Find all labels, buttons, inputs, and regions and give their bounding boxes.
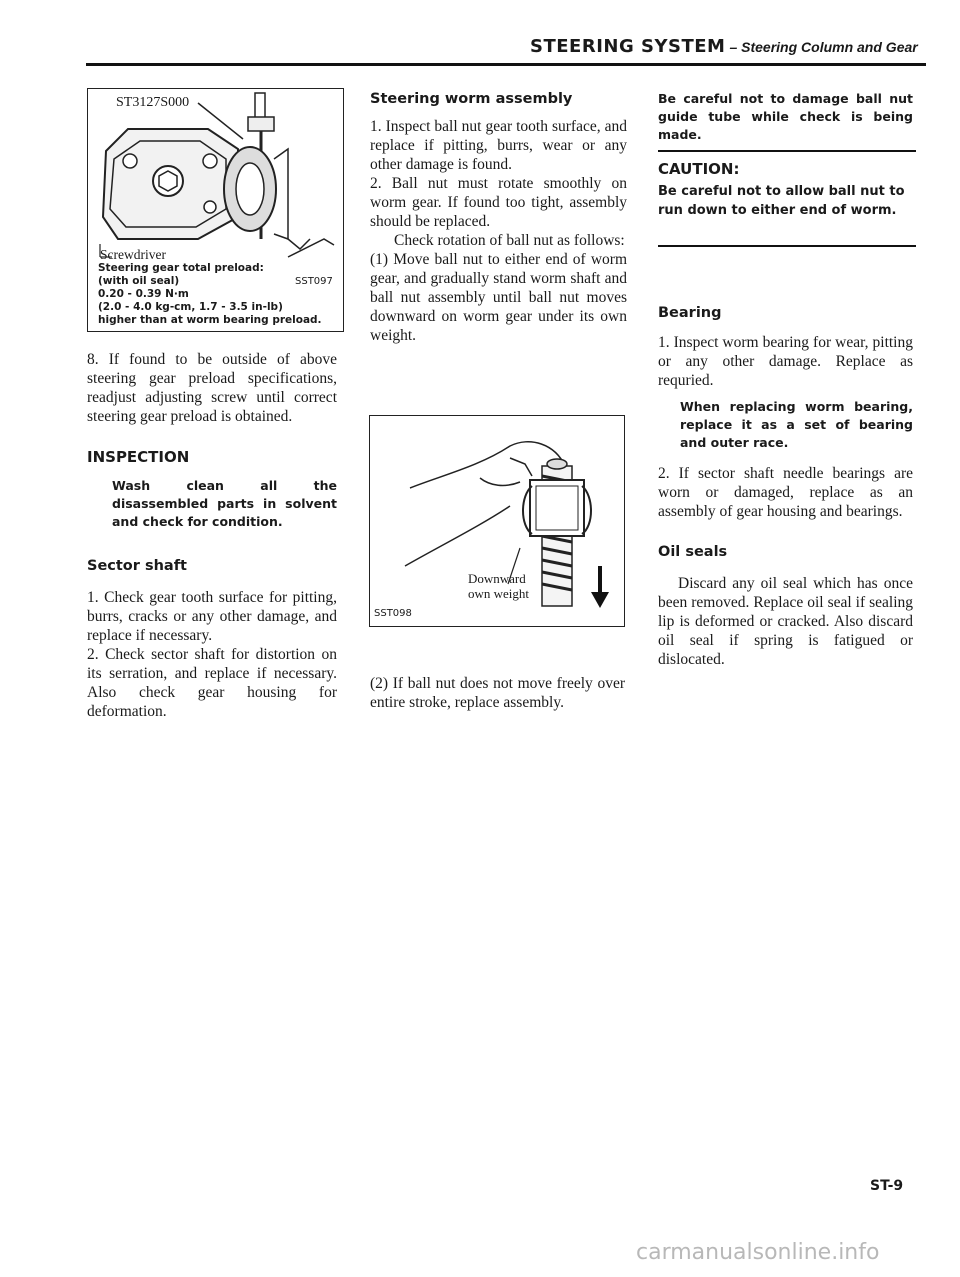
guide-tube-note: Be careful not to damage ball nut guide tube while check is being made. xyxy=(658,91,913,142)
steering-gear-illustration xyxy=(88,89,343,259)
oil-seals-paragraph: Discard any oil seal which has once been removed. Replace oil seal if sealing lip is deformed or cracked. Also discard oil seal if spring is fatigued or dislocated. xyxy=(658,575,913,668)
worm-paragraph-2: 2. Ball nut must rotate smoothly on worm gear. If found too tight, assembly should be replaced. xyxy=(370,175,627,230)
worm-paragraph-1: 1. Inspect ball nut gear tooth surface, and replace if pitting, burrs, wear or any other damage is found. xyxy=(370,118,627,173)
worm-assembly-heading: Steering worm assembly xyxy=(370,91,573,107)
page-number: ST-9 xyxy=(870,1178,904,1194)
sector-paragraph-2: 2. Check sector shaft for distortion on its serration, and replace if necessary. Also check gear housing for deformation. xyxy=(87,646,337,720)
figure-preload-tool xyxy=(87,88,344,332)
spec-line-3: 0.20 - 0.39 N·m xyxy=(98,288,189,300)
worm-paragraph-5: (2) If ball nut does not move freely over entire stroke, replace assembly. xyxy=(370,675,625,711)
bearing-heading: Bearing xyxy=(658,305,722,321)
oil-seals-heading: Oil seals xyxy=(658,544,728,560)
column-1 xyxy=(87,350,337,721)
caution-text: Be careful not to allow ball nut to run down to either end of worm. xyxy=(658,184,905,218)
figure2-label xyxy=(468,571,529,601)
spec-line-5: higher than at worm bearing preload. xyxy=(98,314,322,326)
column-2-bottom xyxy=(370,674,625,712)
caution-box xyxy=(658,150,916,248)
caution-title: CAUTION: xyxy=(658,160,740,178)
spec-line-1: Steering gear total preload: xyxy=(98,262,264,274)
page-header xyxy=(530,36,930,66)
sector-shaft-heading: Sector shaft xyxy=(87,558,187,574)
bearing-note: When replacing worm bearing, replace it as a set of bearing and outer race. xyxy=(680,399,913,450)
header-title: STEERING SYSTEM xyxy=(530,36,726,57)
caution-top-rule xyxy=(658,150,916,152)
figure-ball-nut-check xyxy=(369,415,625,627)
bearing-paragraph-1: 1. Inspect worm bearing for wear, pitting or any other damage. Replace as requried. xyxy=(658,334,913,389)
figure2-label-line-2: own weight xyxy=(468,586,530,601)
caution-bottom-rule xyxy=(658,245,916,247)
watermark: carmanualsonline.info xyxy=(636,1240,880,1265)
inspection-note: Wash clean all the disassembled parts in solvent and check for condition. xyxy=(112,478,337,529)
bearing-paragraph-2: 2. If sector shaft needle bearings are worn or damaged, replace as an assembly of gear housing and bearings. xyxy=(658,465,913,520)
inspection-heading: INSPECTION xyxy=(87,448,190,466)
spec-line-2: (with oil seal) xyxy=(98,275,180,287)
figure2-code: SST098 xyxy=(374,608,412,619)
figure1-part-number: ST3127S000 xyxy=(116,95,190,110)
column-3 xyxy=(658,304,913,669)
header-rule xyxy=(86,63,926,66)
spec-line-4: (2.0 - 4.0 kg-cm, 1.7 - 3.5 in-lb) xyxy=(98,301,283,313)
header-subtitle: – Steering Column and Gear xyxy=(729,39,918,55)
column-2 xyxy=(370,90,627,345)
figure1-tool-label: Screwdriver xyxy=(100,247,166,262)
worm-paragraph-3: Check rotation of ball nut as follows: xyxy=(394,232,625,249)
figure1-spec xyxy=(98,262,338,327)
sector-paragraph-1: 1. Check gear tooth surface for pitting, burrs, cracks or any other damage, and replace if necessary. xyxy=(87,589,337,644)
figure2-label-line-1: Downward xyxy=(468,571,526,586)
paragraph-step-8: 8. If found to be outside of above steering gear preload specifications, readjust adjusting screw until correct steering gear preload is obtained. xyxy=(87,351,337,425)
figure1-code: SST097 xyxy=(295,276,333,287)
worm-paragraph-4: (1) Move ball nut to either end of worm gear, and gradually stand worm shaft and ball nut assembly until ball nut moves downward on worm gear under its own weight. xyxy=(370,251,627,344)
